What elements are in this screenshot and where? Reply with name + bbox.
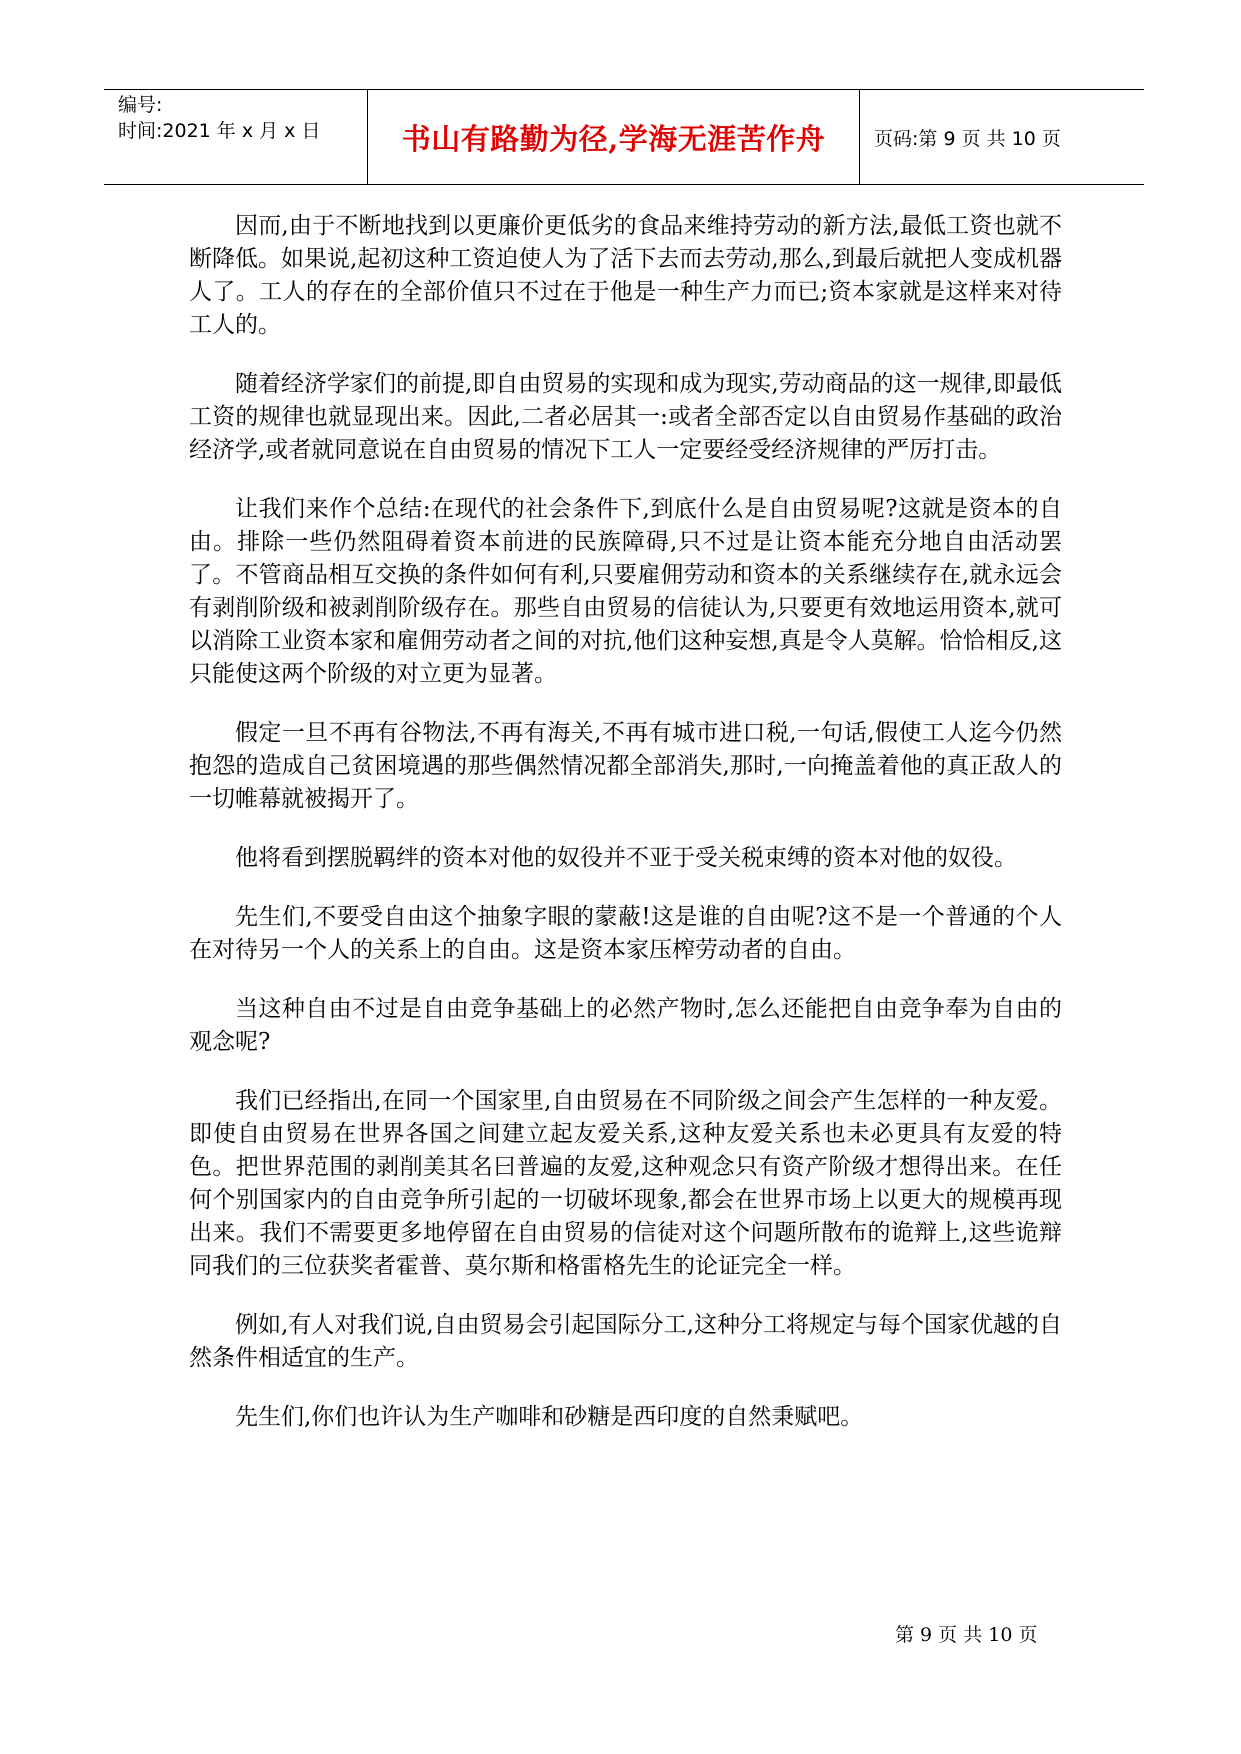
header-table (104, 89, 1144, 185)
header-meta-cell (104, 90, 368, 184)
header-motto: 书山有路勤为径,学海无涯苦作舟 (401, 121, 826, 156)
header-page-label: 页码:第 9 页 共 10 页 (874, 127, 1061, 150)
body-paragraph: 因而,由于不断地找到以更廉价更低劣的食品来维持劳动的新方法,最低工资也就不断降低。如果说,起初这种工资迫使人为了活下去而去劳动,那么,到最后就把人变成机器人了。工人的存在的全部价值只不过在于他是一种生产力而已;资本家就是这样来对待工人的。 (189, 213, 1062, 338)
body-paragraph: 我们已经指出,在同一个国家里,自由贸易在不同阶级之间会产生怎样的一种友爱。即使自由贸易在世界各国之间建立起友爱关系,这种友爱关系也未必更具有友爱的特色。把世界范围的剥削美其名曰普遍的友爱,这种观念只有资产阶级才想得出来。在任何个别国家内的自由竞争所引起的一切破坏现象,都会在世界市场上以更大的规模再现出来。我们不需要更多地停留在自由贸易的信徒对这个问题所散布的诡辩上,这些诡辩同我们的三位获奖者霍普、莫尔斯和格雷格先生的论证完全一样。 (189, 1088, 1062, 1279)
body-paragraph: 例如,有人对我们说,自由贸易会引起国际分工,这种分工将规定与每个国家优越的自然条件相适宜的生产。 (189, 1312, 1062, 1371)
body-paragraph: 先生们,不要受自由这个抽象字眼的蒙蔽!这是谁的自由呢?这不是一个普通的个人在对待另一个人的关系上的自由。这是资本家压榨劳动者的自由。 (189, 904, 1062, 963)
footer-page-number: 第 9 页 共 10 页 (895, 1624, 1038, 1646)
body-paragraph: 先生们,你们也许认为生产咖啡和砂糖是西印度的自然秉赋吧。 (235, 1404, 864, 1430)
body-paragraph: 假定一旦不再有谷物法,不再有海关,不再有城市进口税,一句话,假使工人迄今仍然抱怨的造成自己贫困境遇的那些偶然情况都全部消失,那时,一向掩盖着他的真正敌人的一切帷幕就被揭开了。 (189, 720, 1062, 812)
body-paragraph: 让我们来作个总结:在现代的社会条件下,到底什么是自由贸易呢?这就是资本的自由。排除一些仍然阻碍着资本前进的民族障碍,只不过是让资本能充分地自由活动罢了。不管商品相互交换的条件如何有利,只要雇佣劳动和资本的关系继续存在,就永远会有剥削阶级和被剥削阶级存在。那些自由贸易的信徒认为,只要更有效地运用资本,就可以消除工业资本家和雇佣劳动者之间的对抗,他们这种妄想,真是令人莫解。恰恰相反,这只能使这两个阶级的对立更为显著。 (189, 496, 1062, 687)
body-paragraph: 他将看到摆脱羁绊的资本对他的奴役并不亚于受关税束缚的资本对他的奴役。 (235, 845, 1017, 871)
document-number-label: 编号: (118, 94, 163, 116)
body-paragraph: 当这种自由不过是自由竞争基础上的必然产物时,怎么还能把自由竞争奉为自由的观念呢? (189, 996, 1062, 1055)
header-motto-cell (368, 90, 860, 184)
header-page-cell (860, 90, 1144, 184)
document-time-label: 时间:2021 年 x 月 x 日 (118, 120, 321, 142)
document-body (189, 210, 1062, 1460)
body-paragraph: 随着经济学家们的前提,即自由贸易的实现和成为现实,劳动商品的这一规律,即最低工资的规律也就显现出来。因此,二者必居其一:或者全部否定以自由贸易作基础的政治经济学,或者就同意说在自由贸易的情况下工人一定要经受经济规律的严厉打击。 (189, 371, 1062, 463)
